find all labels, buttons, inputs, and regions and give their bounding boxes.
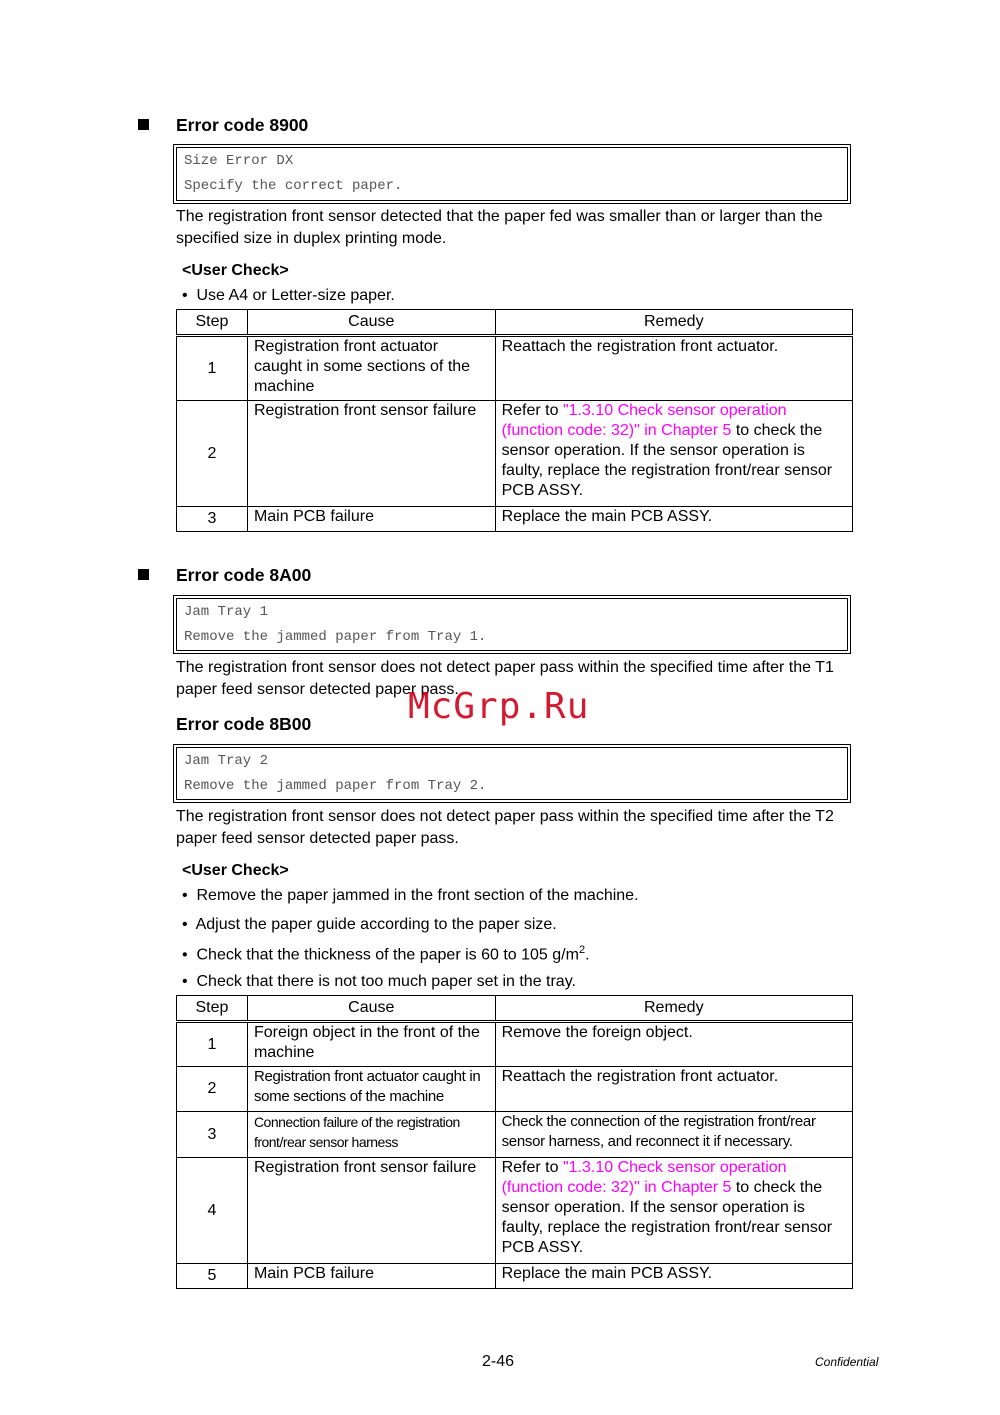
page-number: 2-46 xyxy=(482,1353,515,1370)
section-title-8A00: Error code 8A00 xyxy=(176,565,312,585)
remedy-cell: Replace the main PCB ASSY. xyxy=(495,507,852,532)
cause-cell: Registration front actuator caught in some sections of the machine xyxy=(247,1067,495,1112)
step-cell: 1 xyxy=(177,336,248,401)
bullet-item: • Check that there is not too much paper set in the tray. xyxy=(182,973,576,990)
lcd-line-2: Remove the jammed paper from Tray 1. xyxy=(184,629,487,645)
chapter-link[interactable]: "1.3.10 Check sensor operation (function code: 32)" in Chapter 5 xyxy=(501,402,787,439)
table-header-row xyxy=(177,996,853,1022)
superscript: 2 xyxy=(578,944,586,956)
table-row xyxy=(177,1022,853,1067)
remedy-text: to check the sensor operation. If the sensor operation is faulty, replace the registration front/rear sensor PCB ASSY. xyxy=(501,422,833,499)
cause-cell: Registration front actuator caught in some sections of the machine xyxy=(247,336,495,401)
user-check-heading-8B00: <User Check> xyxy=(182,862,289,879)
troubleshooting-table-8900 xyxy=(176,309,853,532)
step-cell: 4 xyxy=(177,1158,248,1264)
remedy-cell: Check the connection of the registration front/rear sensor harness, and reconnect it if necessary. xyxy=(495,1112,852,1158)
step-cell: 5 xyxy=(177,1264,248,1289)
bullet-item: • Remove the paper jammed in the front section of the machine. xyxy=(182,887,639,904)
header-step: Step xyxy=(177,996,248,1022)
bullet-item: • Adjust the paper guide according to the paper size. xyxy=(182,916,557,933)
description-8B00: The registration front sensor does not detect paper pass within the specified time after the T2 paper feed sensor detected paper pass. xyxy=(176,808,834,847)
section-bullet-icon xyxy=(138,119,149,130)
section-title-8B00: Error code 8B00 xyxy=(176,714,312,734)
header-remedy: Remedy xyxy=(495,996,852,1022)
remedy-cell: Remove the foreign object. xyxy=(495,1022,852,1067)
table-row xyxy=(177,507,853,532)
section-bullet-icon xyxy=(138,569,149,580)
lcd-message-box-8A00 xyxy=(176,598,848,651)
confidential-label: Confidential xyxy=(815,1355,879,1369)
step-cell: 1 xyxy=(177,1022,248,1067)
step-cell: 3 xyxy=(177,507,248,532)
remedy-cell xyxy=(495,1158,852,1264)
bullet-text: Check that the thickness of the paper is 60 to 105 g/m xyxy=(196,946,579,964)
lcd-line-1: Jam Tray 1 xyxy=(184,604,269,620)
table-row xyxy=(177,1264,853,1289)
header-remedy: Remedy xyxy=(495,310,852,336)
bullet-item: • Check that the thickness of the paper is 60 to 105 $g/m^2$. xyxy=(182,944,590,964)
cause-cell: Foreign object in the front of the machine xyxy=(247,1022,495,1067)
remedy-text: to check the sensor operation. If the sensor operation is faulty, replace the registration front/rear sensor PCB ASSY. xyxy=(501,1179,833,1256)
cause-cell: Connection failure of the registration front/rear sensor harness xyxy=(247,1112,495,1158)
cause-cell: Registration front sensor failure xyxy=(247,1158,495,1264)
cause-cell: Registration front sensor failure xyxy=(247,401,495,507)
header-step: Step xyxy=(177,310,248,336)
bullet-end: . xyxy=(585,946,590,964)
table-row xyxy=(177,336,853,401)
table-row xyxy=(177,1112,853,1158)
lcd-line-2: Specify the correct paper. xyxy=(184,178,403,194)
remedy-cell: Reattach the registration front actuator. xyxy=(495,336,852,401)
remedy-text: Refer to xyxy=(501,1159,563,1176)
lcd-message-box-8900 xyxy=(176,147,848,201)
header-cause: Cause xyxy=(247,310,495,336)
header-cause: Cause xyxy=(247,996,495,1022)
watermark: McGrp.Ru xyxy=(408,686,590,727)
bullet-item: • Use A4 or Letter-size paper. xyxy=(182,287,395,304)
lcd-line-1: Size Error DX xyxy=(184,153,294,169)
bullet-text: Check that there is not too much paper set in the tray. xyxy=(196,973,576,990)
remedy-cell: Reattach the registration front actuator. xyxy=(495,1067,852,1112)
table-row xyxy=(177,1067,853,1112)
table-row xyxy=(177,1158,853,1264)
remedy-cell: Replace the main PCB ASSY. xyxy=(495,1264,852,1289)
description-8A00: The registration front sensor does not detect paper pass within the specified time after the T1 paper feed sensor detected paper pass. xyxy=(176,659,834,698)
chapter-link[interactable]: "1.3.10 Check sensor operation (function code: 32)" in Chapter 5 xyxy=(501,1159,787,1196)
step-cell: 2 xyxy=(177,1067,248,1112)
lcd-line-1: Jam Tray 2 xyxy=(184,753,269,769)
step-cell: 2 xyxy=(177,401,248,507)
section-title-8900: Error code 8900 xyxy=(176,115,309,135)
troubleshooting-table-8B00 xyxy=(176,995,853,1289)
bullet-text: Remove the paper jammed in the front section of the machine. xyxy=(196,887,639,904)
lcd-message-box-8B00 xyxy=(176,747,848,800)
lcd-line-2: Remove the jammed paper from Tray 2. xyxy=(184,778,487,794)
bullet-text: Use A4 or Letter-size paper. xyxy=(196,287,395,304)
step-cell: 3 xyxy=(177,1112,248,1158)
table-header-row xyxy=(177,310,853,336)
bullet-text: Adjust the paper guide according to the paper size. xyxy=(195,916,557,933)
user-check-heading-8900: <User Check> xyxy=(182,262,289,279)
remedy-text: Refer to xyxy=(501,402,563,419)
table-row xyxy=(177,401,853,507)
remedy-cell xyxy=(495,401,852,507)
description-8900: The registration front sensor detected that the paper fed was smaller than or larger than the specified size in duplex printing mode. xyxy=(176,208,823,247)
cause-cell: Main PCB failure xyxy=(247,507,495,532)
cause-cell: Main PCB failure xyxy=(247,1264,495,1289)
